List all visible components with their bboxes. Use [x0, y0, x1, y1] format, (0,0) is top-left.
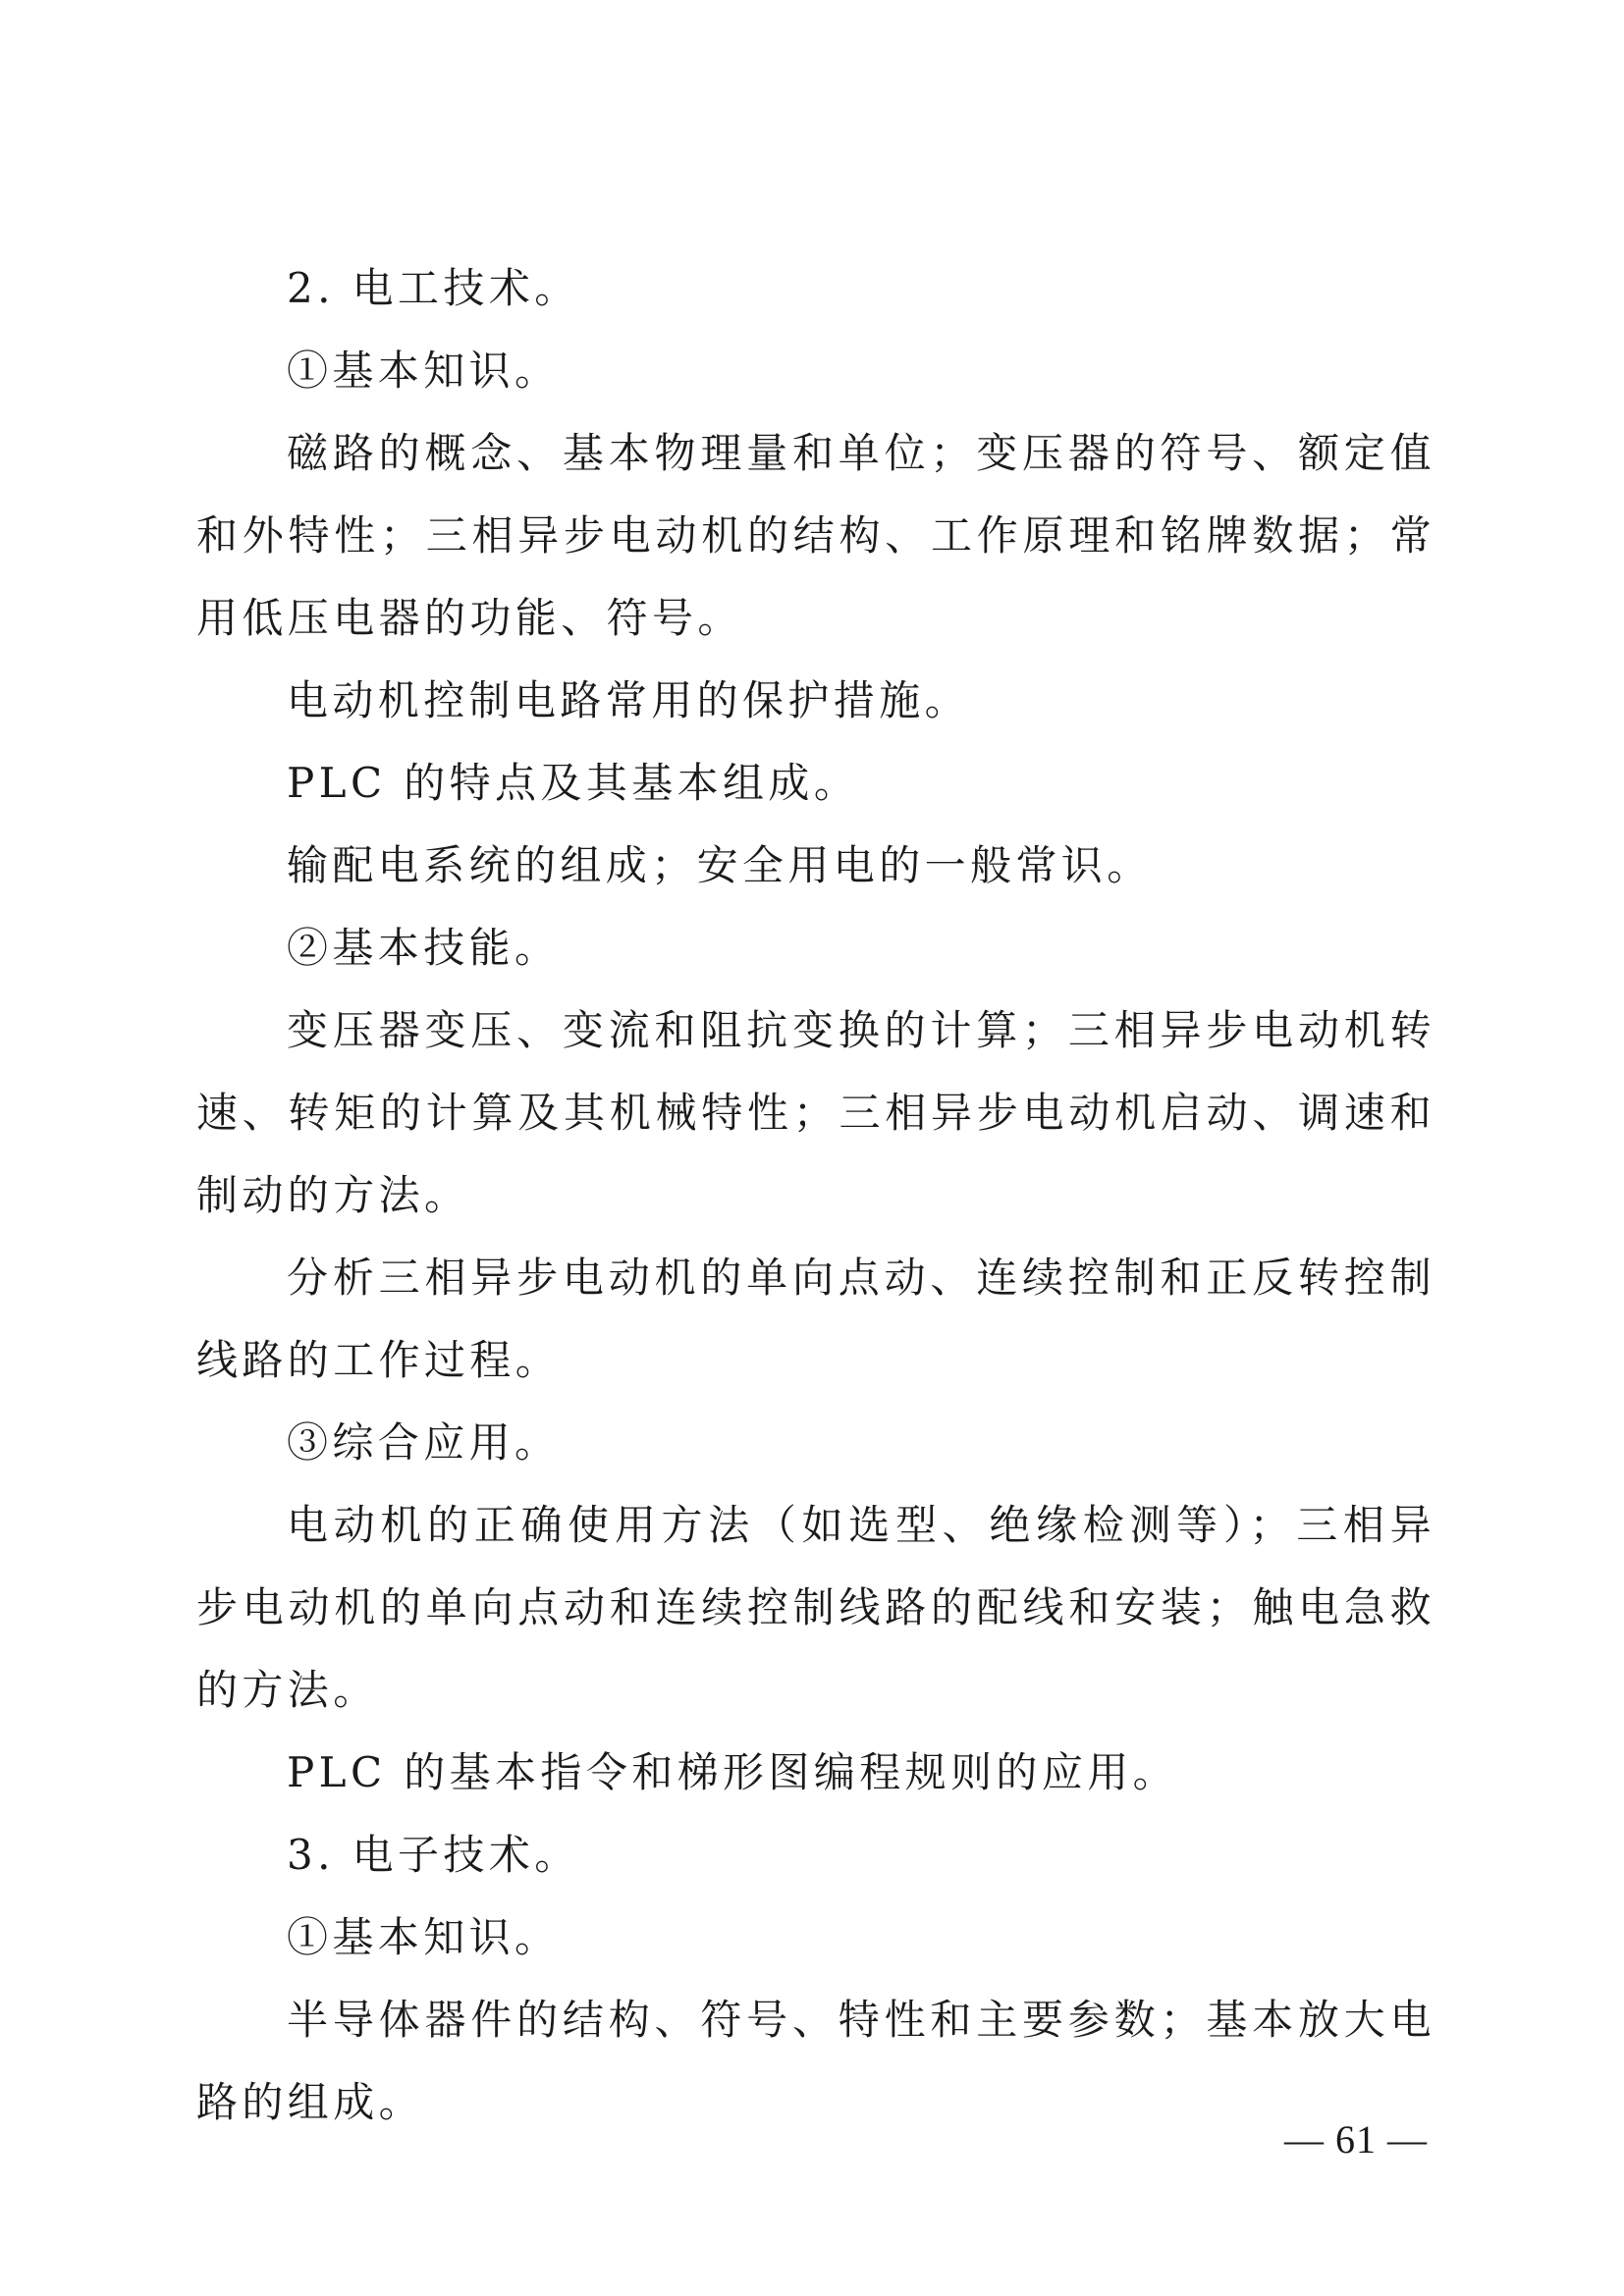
paragraph: 电动机的正确使用方法（如选型、绝缘检测等）；三相异步电动机的单向点动和连续控制线路的配线和安装；触电急救的方法。 [196, 1501, 1435, 1714]
paragraph: PLC 的特点及其基本组成。 [287, 759, 860, 807]
subheading-comprehensive-application: ③综合应用。 [287, 1418, 561, 1467]
document-body [196, 247, 1435, 2144]
subheading-basic-knowledge: ①基本知识。 [287, 347, 561, 395]
paragraph: PLC 的基本指令和梯形图编程规则的应用。 [287, 1748, 1179, 1796]
page-number: — 61 — [1284, 2117, 1428, 2162]
paragraph: 变压器变压、变流和阻抗变换的计算；三相异步电动机转速、转矩的计算及其机械特性；三相异步电动机启动、调速和制动的方法。 [196, 1006, 1435, 1219]
subheading-basic-knowledge: ①基本知识。 [287, 1913, 561, 1961]
paragraph: 磁路的概念、基本物理量和单位；变压器的符号、额定值和外特性；三相异步电动机的结构、工作原理和铭牌数据；常用低压电器的功能、符号。 [196, 429, 1435, 642]
section-heading-electrical: 2. 电工技术。 [287, 264, 580, 312]
paragraph: 电动机控制电路常用的保护措施。 [287, 676, 971, 724]
subheading-basic-skills: ②基本技能。 [287, 924, 561, 972]
section-heading-electronics: 3. 电子技术。 [287, 1831, 580, 1879]
paragraph: 分析三相异步电动机的单向点动、连续控制和正反转控制线路的工作过程。 [196, 1254, 1435, 1384]
paragraph: 半导体器件的结构、符号、特性和主要参数；基本放大电路的组成。 [196, 1996, 1435, 2126]
paragraph: 输配电系统的组成；安全用电的一般常识。 [287, 841, 1153, 889]
